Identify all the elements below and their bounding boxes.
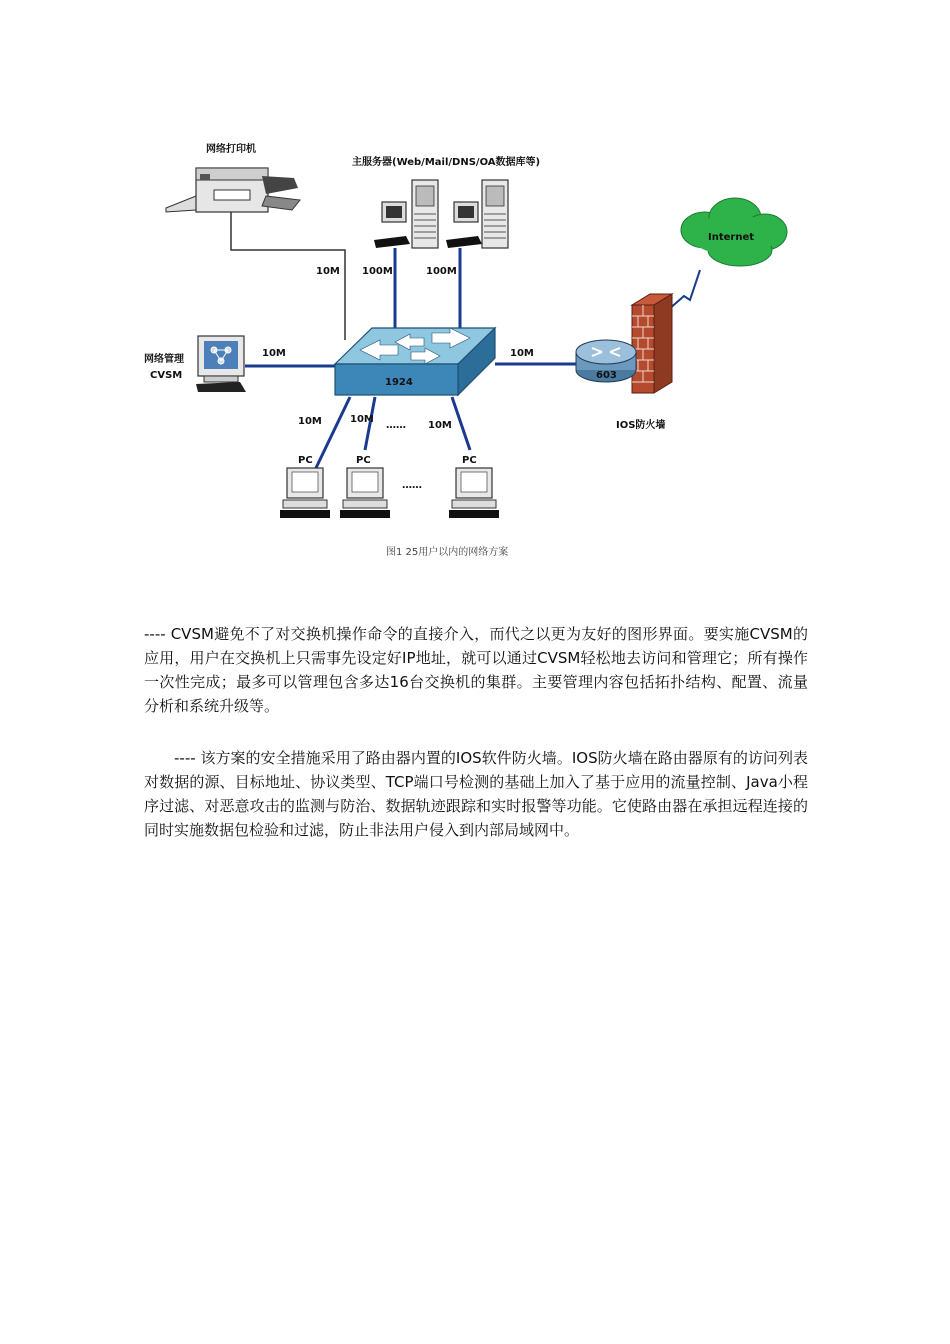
pc-icon — [340, 468, 390, 518]
pc3-label: PC — [462, 455, 477, 466]
server2-link-label: 100M — [426, 266, 457, 277]
paragraph-cvsm: ---- CVSM避免不了对交换机操作命令的直接介入，而代之以更为友好的图形界面。要实施CVSM的应用，用户在交换机上只需事先设定好IP地址，就可以通过CVSM轻松地去访问和管理它；所有操作一次性完成；最多可以管理包含多达16台交换机的集群。主要管理内容包括拓扑结构、配置、流量分析和系统升级等。 — [144, 625, 808, 715]
server-icon — [374, 180, 438, 248]
paragraph-ios-firewall: ---- 该方案的安全措施采用了路由器内置的IOS软件防火墙。IOS防火墙在路由器原有的访问列表对数据的源、目标地址、协议类型、TCP端口号检测的基础上加入了基于应用的流量控制、Java小程序过滤、对恶意攻击的监测与防治、数据轨迹跟踪和实时报警等功能。它使路由器在承担远程连接的同时实施数据包检验和过滤，防止非法用户侵入到内部局域网中。 — [144, 749, 808, 839]
switch-label: 1924 — [385, 377, 413, 388]
printer-label: 网络打印机 — [206, 144, 256, 155]
manager-computer-icon — [196, 336, 246, 392]
pc1-label: PC — [298, 455, 313, 466]
pc1-link-label: 10M — [298, 416, 322, 427]
router-link-label: 10M — [510, 348, 534, 359]
link-ellipsis: …… — [386, 420, 406, 431]
printer-link-label: 10M — [316, 266, 340, 277]
switch-icon — [335, 328, 495, 395]
manager-link-label: 10M — [262, 348, 286, 359]
pc3-link-label: 10M — [428, 420, 452, 431]
manager-label-line1: 网络管理 — [144, 354, 184, 365]
router-label: 603 — [596, 370, 617, 381]
figure-caption: 图1 25用户以内的网络方案 — [386, 547, 509, 558]
servers-label: 主服务器(Web/Mail/DNS/OA数据库等) — [352, 157, 541, 168]
internet-label: Internet — [708, 232, 755, 243]
printer-icon — [166, 168, 300, 212]
pc2-link-label: 10M — [350, 414, 374, 425]
firewall-label: IOS防火墙 — [616, 420, 666, 431]
server-icon — [446, 180, 508, 248]
internet-link-line — [668, 270, 700, 310]
manager-label-line2: CVSM — [150, 370, 183, 381]
pc-icon — [449, 468, 499, 518]
pc2-label: PC — [356, 455, 371, 466]
pc1-link-line — [315, 397, 350, 470]
server1-link-label: 100M — [362, 266, 393, 277]
pc-ellipsis: …… — [402, 480, 422, 491]
pc-icon — [280, 468, 330, 518]
network-diagram — [0, 0, 950, 600]
firewall-icon — [632, 294, 672, 393]
pc3-link-line — [452, 397, 470, 450]
